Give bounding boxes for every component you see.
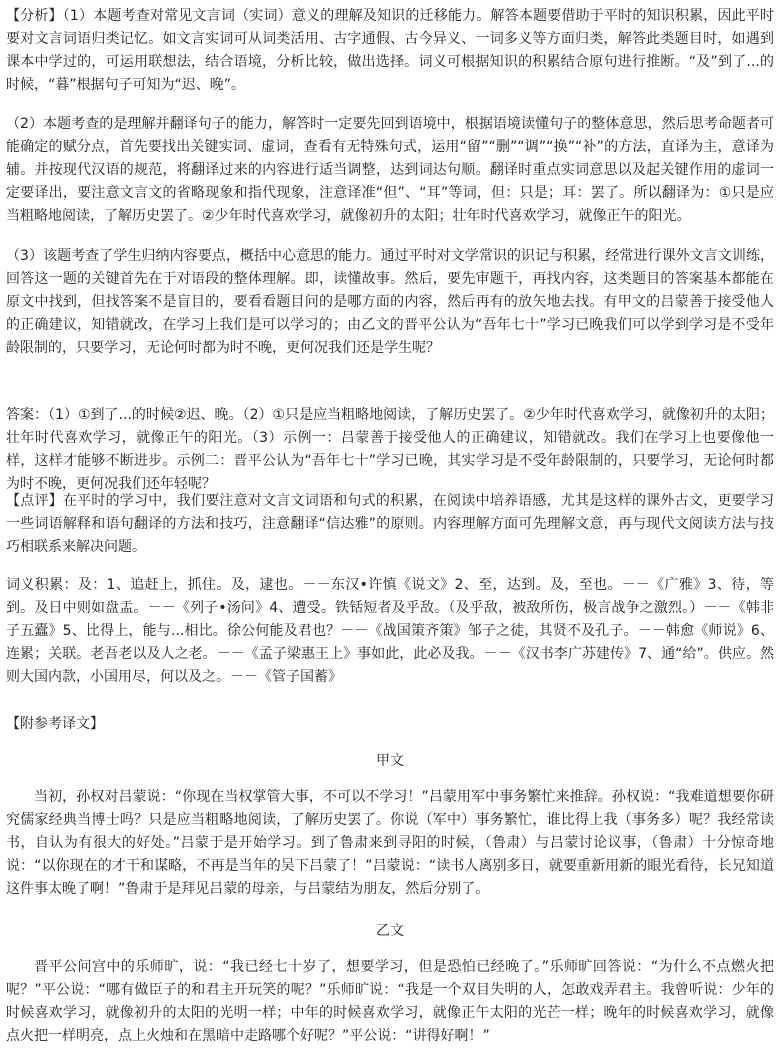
- comment-paragraph: 【点评】在平时的学习中，我们要注意对文言文词语和句式的积累，在阅读中培养语感，尤其是这样的课外古文，更要学习一些词语解释和语句翻译的方法和技巧，注意翻译“信达雅”的原则。内容理解方面可先理解文意，再与现代文阅读方法与技巧相联系来解决问题。: [6, 493, 774, 555]
- jia-translation: 当初，孙权对吕蒙说：“你现在当权掌管大事，不可以不学习！”吕蒙用军中事务繁忙来推辞。孙权说：“我难道想要你研究儒家经典当博士吗？只是应当粗略地阅读，了解历史罢了。你说（军中）事务繁忙，谁比得上我（事务多）呢？我经常读书，自认为有很大的好处。”吕蒙于是开始学习。到了鲁肃来到寻阳的时候，（鲁肃）与吕蒙讨论议事，（鲁肃）十分惊奇地说：“以你现在的才干和谋略，不再是当年的吴下吕蒙了！”吕蒙说：“读书人离别多日，就要重新用新的眼光看待，长兄知道这件事太晚了啊！”鲁肃于是拜见吕蒙的母亲，与吕蒙结为朋友，然后分别了。: [6, 789, 774, 897]
- yi-translation: 晋平公问宫中的乐师旷，说：“我已经七十岁了，想要学习，但是恐怕已经晚了。”乐师旷回答说：“为什么不点燃火把呢？”平公说：“哪有做臣子的和君主开玩笑的呢？”乐师旷说：“我是一个双目失明的人，怎敢戏弄君主。我曾听说：少年的时候喜欢学习，就像初升的太阳的光明一样；中年的时候喜欢学习，就像正午太阳的光芒一样；晚年的时候喜欢学习，就像点火把一样明亮，点上火烛和在黑暗中走路哪个好呢？”平公说：“讲得好啊！”: [6, 959, 774, 1044]
- yi-title: 乙文: [376, 923, 404, 939]
- translation-header: 【附参考译文】: [6, 716, 104, 732]
- answer-paragraph: 答案：（1）①到了...的时候②迟、晚。（2）①只是应当粗略地阅读，了解历史罢了。②少年时代喜欢学习，就像初升的太阳；壮年时代喜欢学习，就像正午的阳光。（3）示例一：吕蒙善于接受他人的正确建议，知错就改。我们在学习上也要像他一样，这样才能够不断进步。示例二：晋平公认为“吾年七十”学习已晚，其实学习是不受年龄限制的，只要学习，无论何时都为时不晚，更何况我们还年轻呢？: [6, 407, 774, 492]
- analysis-paragraph-1: 【分析】（1）本题考查对常见文言词（实词）意义的理解及知识的迁移能力。解答本题要借助于平时的知识积累，因此平时要对文言词语归类记忆。如文言实词可从词类活用、古字通假、古今异义、一词多义等方面归类，解答此类题目时，如遇到课本中学过的，可运用联想法，结合语境，分析比较，做出选择。词义可根据知识的积累结合原句进行推断。“及”到了...的时候，“暮”根据句子可知为“迟、晚”。: [6, 8, 774, 93]
- analysis-paragraph-2: （2）本题考查的是理解并翻译句子的能力，解答时一定要先回到语境中，根据语境读懂句子的整体意思，然后思考命题者可能确定的赋分点，首先要找出关键实词、虚词，查看有无特殊句式，运用“留”“删”“调”“换”“补”的方法，直译为主，意译为辅。并按现代汉语的规范，将翻译过来的内容进行适当调整，达到词达句顺。翻译时重点实词意思以及起关键作用的虚词一定要译出，要注意文言文的省略现象和指代现象，注意译准“但”、“耳”等词，但：只是；耳：罢了。所以翻译为：①只是应当粗略地阅读，了解历史罢了。②少年时代喜欢学习，就像初升的太阳；壮年时代喜欢学习，就像正午的阳光。: [6, 116, 774, 224]
- analysis-paragraph-3: （3）该题考查了学生归纳内容要点，概括中心意思的能力。通过平时对文学常识的识记与积累，经常进行课外文言文训练，回答这一题的关键首先在于对语段的整体理解。即，读懂故事。然后，要先审题干，再找内容，这类题目的答案基本都能在原文中找到，但找答案不是盲目的，要看看题目问的是哪方面的内容，然后再有的放矢地去找。有甲文的吕蒙善于接受他人的正确建议，知错就改，在学习上我们是可以学习的；由乙文的晋平公认为“吾年七十”学习已晚我们可以学到学习是不受年龄限制的，只要学习，无论何时都为时不晚，更何况我们还是学生呢？: [6, 248, 774, 356]
- vocabulary-paragraph: 词义积累：及：1、追赶上，抓住。及，逮也。－－东汉•许慎《说文》2、至，达到。及，至也。－－《广雅》3、待，等到。及日中则如盘盂。－－《列子•汤问》4、遭受。铁铦短者及乎敌。（及乎敌，被敌所伤，极言战争之激烈。）－－《韩非子五蠹》5、比得上，能与...相比。徐公何能及君也？－－《战国策齐策》邹子之徒，其贤不及孔子。－－韩愈《师说》6、连累；关联。老吾老以及人之老。－－《孟子梁惠王上》事如此，此必及我。－－《汉书李广苏建传》7、通“给”。供应。然则大国内款，小国用尽，何以及之。－－《管子国蓄》: [6, 577, 774, 685]
- jia-title: 甲文: [376, 753, 404, 769]
